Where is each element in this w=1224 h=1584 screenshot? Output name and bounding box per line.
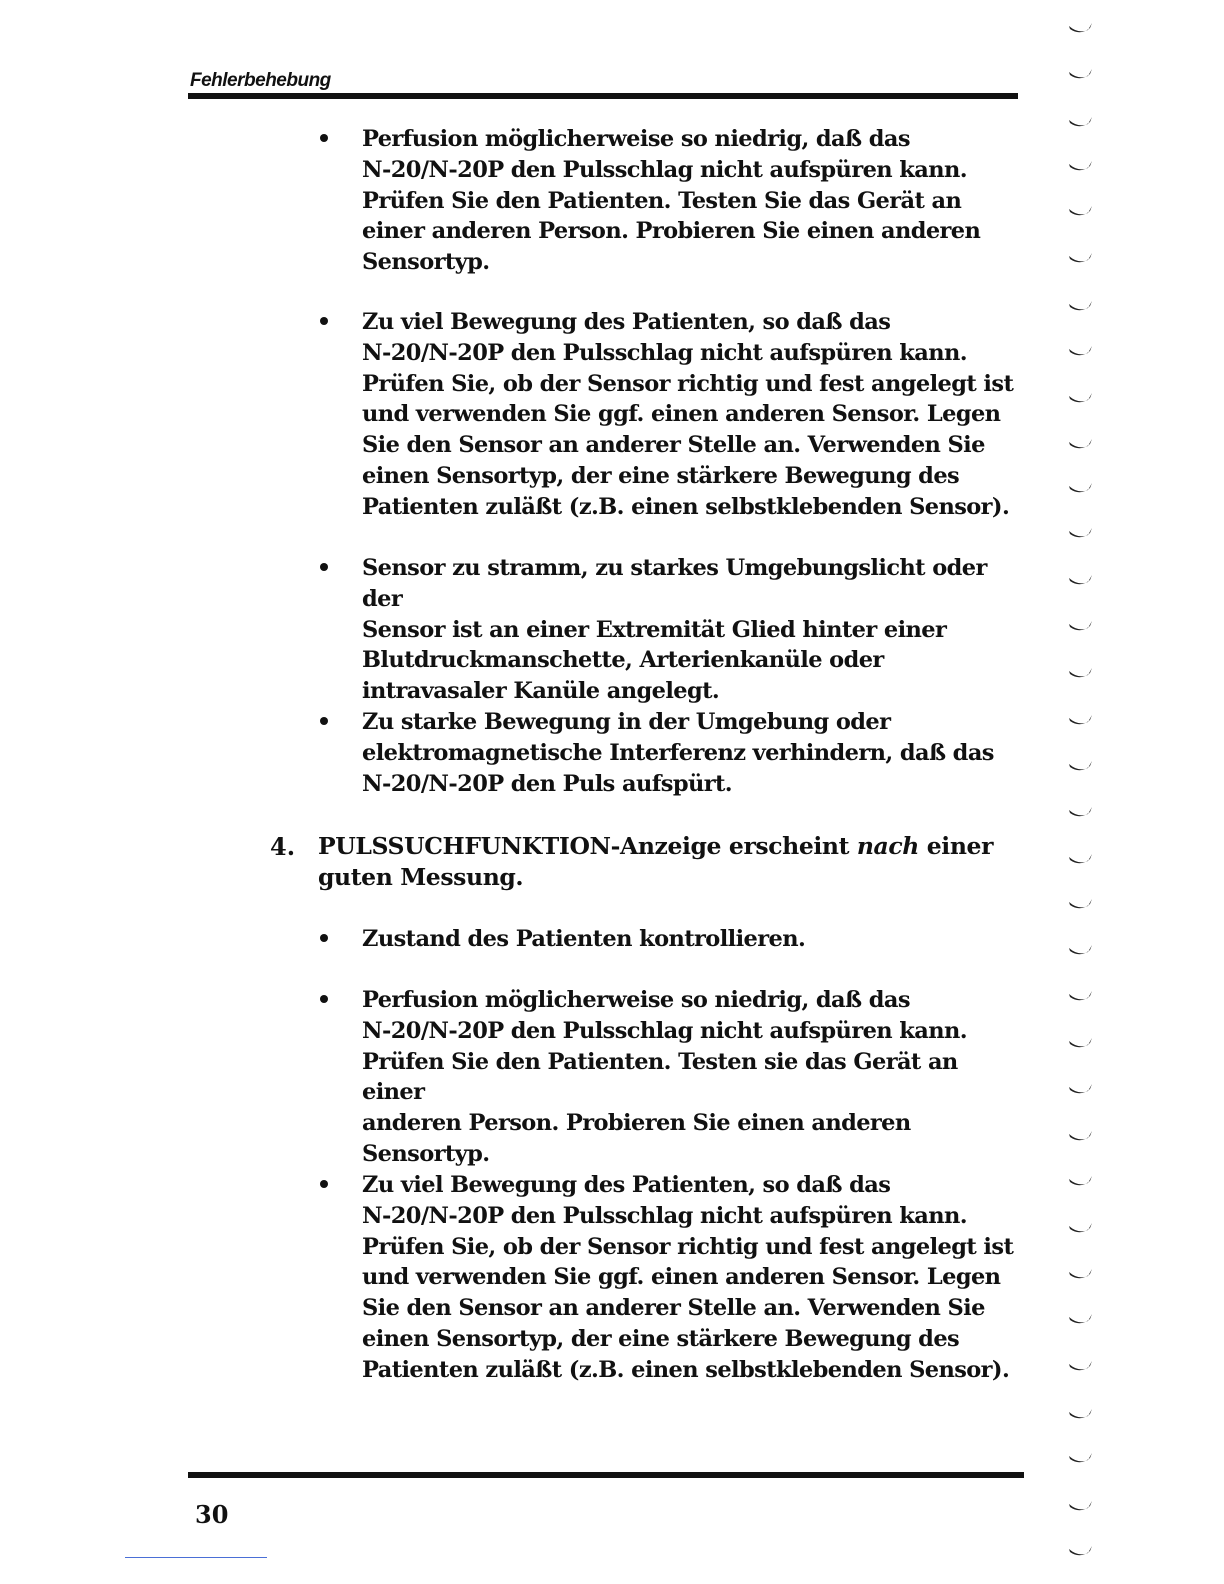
item-heading-part2: einer guten Messung. bbox=[318, 832, 994, 891]
footer-rule bbox=[188, 1472, 1024, 1478]
item-number: 4. bbox=[270, 832, 296, 861]
page-number: 30 bbox=[195, 1500, 229, 1529]
binding-mark-icon bbox=[1068, 116, 1094, 128]
bullet-text-sensor-tight: Sensor zu stramm, zu starkes Umgebungslicht oder der Sensor ist an einer Extremität Glied hinter einer Blutdruckmanschette, Arterienkanüle oder intravasaler Kanüle angelegt. bbox=[362, 555, 987, 705]
section-title: Fehlerbehebung bbox=[190, 70, 331, 91]
item-heading-part1: PULSSUCHFUNKTION-Anzeige erscheint bbox=[318, 832, 857, 860]
binding-mark-icon bbox=[1068, 1222, 1094, 1234]
binding-mark-icon bbox=[1068, 527, 1094, 539]
binding-mark-icon bbox=[1068, 574, 1094, 586]
binding-mark-icon bbox=[1068, 667, 1094, 679]
binding-mark-icon bbox=[1068, 300, 1094, 312]
binding-mark-icon bbox=[1068, 1313, 1094, 1325]
binding-mark-icon bbox=[1068, 482, 1094, 494]
binding-mark-icon bbox=[1068, 1408, 1094, 1420]
bullet-text-movement-2: Zu viel Bewegung des Patienten, so daß das N-20/N-20P den Pulsschlag nicht aufspüren kann. Prüfen Sie, ob der Sensor richtig und fest angelegt ist und verwenden Sie ggf. einen anderen Sensor. Legen Sie den Sensor an anderer Stelle an. Verwenden Sie einen Sensortyp, der eine stärkere Bewegung des Patienten zuläßt (z.B. einen selbstklebenden Sensor). bbox=[362, 1172, 1014, 1383]
binding-mark-icon bbox=[1068, 205, 1094, 217]
binding-mark-icon bbox=[1068, 392, 1094, 404]
binding-mark-icon bbox=[1068, 760, 1094, 772]
item-heading bbox=[318, 831, 1028, 893]
binding-mark-icon bbox=[1068, 898, 1094, 910]
binding-mark-icon bbox=[1068, 620, 1094, 632]
binding-mark-icon bbox=[1068, 345, 1094, 357]
binding-mark-icon bbox=[1068, 22, 1094, 34]
binding-mark-icon bbox=[1068, 1452, 1094, 1464]
binding-mark-icon bbox=[1068, 1037, 1094, 1049]
binding-mark-icon bbox=[1068, 714, 1094, 726]
binding-mark-icon bbox=[1068, 1500, 1094, 1512]
binding-mark-icon bbox=[1068, 160, 1094, 172]
binding-mark-icon bbox=[1068, 853, 1094, 865]
binding-marks bbox=[1060, 0, 1110, 1584]
bullet-text-perfusion: Perfusion möglicherweise so niedrig, daß das N-20/N-20P den Pulsschlag nicht aufspüren kann. Prüfen Sie den Patienten. Testen Sie das Gerät an einer anderen Person. Probieren Sie einen anderen Sensortyp. bbox=[362, 126, 981, 276]
header-rule bbox=[188, 93, 1018, 99]
item-heading-emphasis: nach bbox=[856, 832, 919, 860]
binding-mark-icon bbox=[1068, 438, 1094, 450]
bullet-text-perfusion-2: Perfusion möglicherweise so niedrig, daß das N-20/N-20P den Pulsschlag nicht aufspüren kann. Prüfen Sie den Patienten. Testen sie das Gerät an einer anderen Person. Probieren Sie einen anderen Sensortyp. bbox=[362, 987, 967, 1167]
binding-mark-icon bbox=[1068, 944, 1094, 956]
binding-mark-icon bbox=[1068, 68, 1094, 80]
binding-mark-icon bbox=[1068, 806, 1094, 818]
binding-mark-icon bbox=[1068, 1268, 1094, 1280]
binding-mark-icon bbox=[1068, 1130, 1094, 1142]
binding-mark-icon bbox=[1068, 1175, 1094, 1187]
binding-mark-icon bbox=[1068, 1083, 1094, 1095]
bullet-text-interference: Zu starke Bewegung in der Umgebung oder elektromagnetische Interferenz verhindern, daß das N-20/N-20P den Puls aufspürt. bbox=[362, 709, 994, 797]
bullet-text-check-patient: Zustand des Patienten kontrollieren. bbox=[362, 926, 806, 952]
bullet-text-movement: Zu viel Bewegung des Patienten, so daß das N-20/N-20P den Pulsschlag nicht aufspüren kann. Prüfen Sie, ob der Sensor richtig und fest angelegt ist und verwenden Sie ggf. einen anderen Sensor. Legen Sie den Sensor an anderer Stelle an. Verwenden Sie einen Sensortyp, der eine stärkere Bewegung des Patienten zuläßt (z.B. einen selbstklebenden Sensor). bbox=[362, 309, 1014, 520]
binding-mark-icon bbox=[1068, 1545, 1094, 1557]
binding-mark-icon bbox=[1068, 1360, 1094, 1372]
binding-mark-icon bbox=[1068, 252, 1094, 264]
binding-mark-icon bbox=[1068, 990, 1094, 1002]
scan-artifact-line bbox=[125, 1557, 267, 1558]
